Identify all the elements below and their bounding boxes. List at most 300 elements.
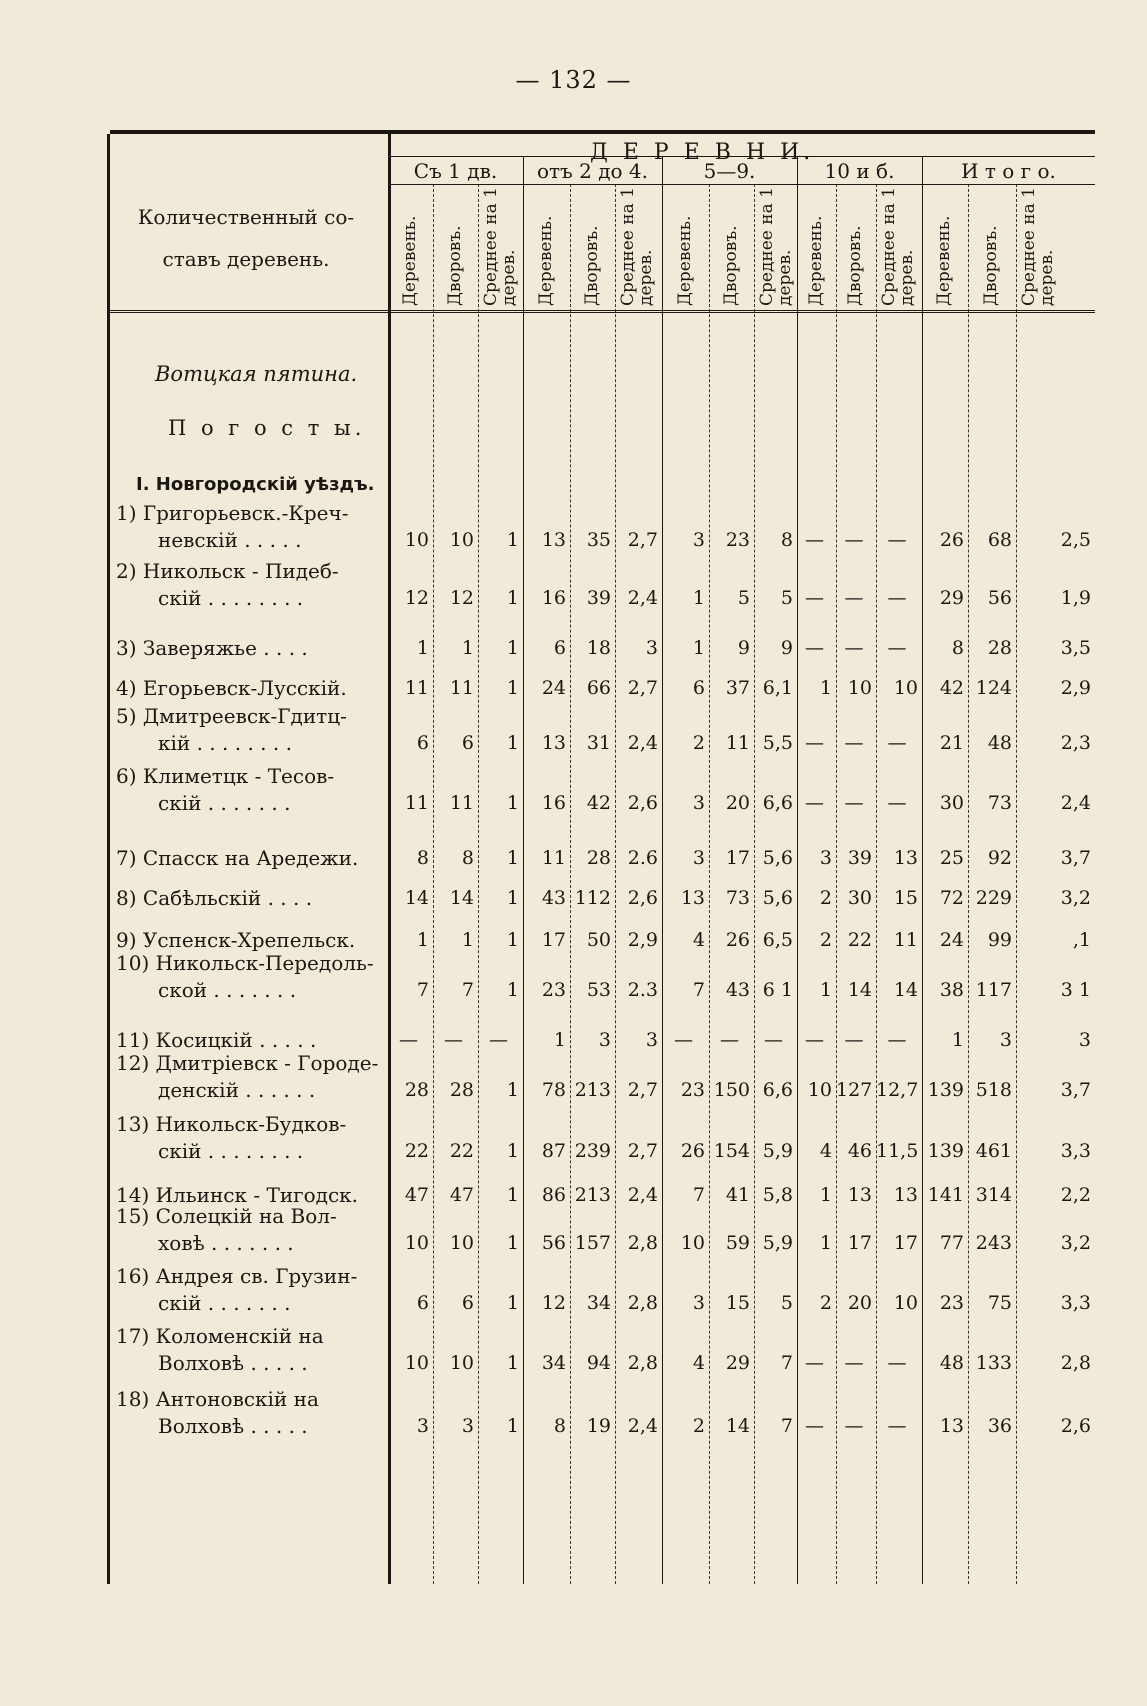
column-rule [968,184,969,1584]
table-cell: 117 [975,979,1012,1001]
table-cell: 1 [506,792,519,814]
header-subcolumn: Дворовъ. [981,225,1001,306]
table-cell: 5,6 [762,847,793,869]
table-cell: 99 [987,929,1012,951]
table-cell: 24 [939,929,964,951]
table-cell: 157 [574,1232,611,1254]
table-cell: 25 [939,847,964,869]
table-cell: 11 [404,677,429,699]
table-cell: 28 [586,847,611,869]
table-row [110,1046,1095,1104]
table-cell: 6 [416,732,429,754]
table-cell: — [805,637,824,659]
table-cell: 3 [692,529,705,551]
table-cell: 3 [819,847,832,869]
table-cell: 5 [780,587,793,609]
table-cell: 16 [541,792,566,814]
table-cell: 2,5 [1060,529,1091,551]
row-name [116,703,384,757]
table-cell: 6 [461,732,474,754]
statistics-table [110,130,1095,1584]
row-name-line2: скій . . . . . . . . [158,586,304,610]
table-cell: 5,5 [762,732,793,754]
header-subcolumn: Среднее на 1 дерев. [481,187,519,306]
table-cell: 229 [975,887,1012,909]
table-cell: 2.3 [627,979,658,1001]
table-cell: 10 [449,1232,474,1254]
table-cell: 1 [416,929,429,951]
table-cell: 48 [987,732,1012,754]
table-cell: 47 [404,1184,429,1206]
header-group: Съ 1 дв. [413,159,498,183]
table-cell: 13 [893,1184,918,1206]
row-name-line2: скій . . . . . . . . [158,1139,304,1163]
table-cell: 34 [586,1292,611,1314]
table-cell: 6,5 [762,929,793,951]
table-cell: 13 [680,887,705,909]
header-subcolumn: Среднее на 1 дерев. [1019,187,1057,306]
table-cell: — [764,1029,783,1051]
row-name [116,1263,384,1317]
table-cell: 12 [404,587,429,609]
table-cell: 3 [1078,1029,1091,1051]
table-cell: 13 [541,529,566,551]
table-cell: 50 [586,929,611,951]
table-cell: 1 [506,1079,519,1101]
table-cell: 2,8 [1060,1352,1091,1374]
table-cell: 133 [975,1352,1012,1374]
table-cell: — [844,732,864,754]
row-name-line1: 14) Ильинск - Тигодск. [116,1183,359,1207]
row-name-line2: скій . . . . . . . [158,791,291,815]
table-cell: — [844,792,864,814]
table-cell: 3,3 [1060,1292,1091,1314]
row-name-line2: кій . . . . . . . . [158,731,292,755]
table-cell: 3 [645,637,658,659]
table-cell: 42 [939,677,964,699]
header-subcolumn: Среднее на 1 дерев. [757,187,795,306]
table-cell: 8 [416,847,429,869]
table-cell: 5,9 [762,1232,793,1254]
table-row [110,1382,1095,1440]
table-cell: 15 [725,1292,750,1314]
table-cell: 37 [725,677,750,699]
table-cell: 3,2 [1060,887,1091,909]
section-uezd: I. Новгородскій уѣздъ. [136,474,375,495]
table-cell: — [844,1415,864,1437]
table-cell: 2,4 [627,732,658,754]
table-cell: 2,4 [1060,792,1091,814]
table-cell: 2,7 [627,1079,658,1101]
table-cell: 68 [987,529,1012,551]
row-name-line1: 6) Климетцк - Тесов- [116,764,335,788]
table-cell: 5,9 [762,1140,793,1162]
table-cell: 2.6 [627,847,658,869]
row-name [116,675,384,702]
table-cell: 1 [461,929,474,951]
table-cell: 3 [598,1029,611,1051]
table-cell: 1 [506,529,519,551]
column-rule [754,184,755,1584]
header-subcolumn: Дворовъ. [845,225,865,306]
table-cell: 2,9 [1060,677,1091,699]
table-cell: 8 [780,529,793,551]
table-cell: — [887,1029,907,1051]
table-cell: 56 [987,587,1012,609]
table-cell: 1 [553,1029,566,1051]
table-cell: 2,6 [627,792,658,814]
table-cell: 77 [939,1232,964,1254]
table-cell: — [805,529,824,551]
table-cell: 1 [506,1184,519,1206]
table-cell: 42 [586,792,611,814]
table-cell: 150 [713,1079,750,1101]
header-subcolumn: Деревень. [805,215,826,306]
header-subcolumn: Дворовъ. [581,225,602,306]
table-cell: 94 [586,1352,611,1374]
table-cell: — [844,587,864,609]
table-cell: — [887,1415,907,1437]
table-cell: 1 [951,1029,964,1051]
table-row [110,1319,1095,1377]
table-cell: 2,6 [627,887,658,909]
table-cell: 13 [939,1415,964,1437]
table-cell: 66 [586,677,611,699]
table-cell: 10 [404,1352,429,1374]
table-cell: 239 [574,1140,611,1162]
row-name-line1: 18) Антоновскій на [116,1387,319,1411]
row-name [116,1050,384,1104]
table-cell: — [805,1352,824,1374]
table-cell: — [887,792,907,814]
column-rule [1016,184,1017,1584]
table-cell: 1 [819,979,832,1001]
table-cell: 4 [692,929,705,951]
table-cell: 3,3 [1060,1140,1091,1162]
table-cell: 23 [725,529,750,551]
table-cell: 28 [987,637,1012,659]
table-cell: — [805,587,824,609]
table-cell: 28 [449,1079,474,1101]
table-cell: — [399,1029,418,1051]
table-cell: 9 [780,637,793,659]
row-name-line2: ской . . . . . . . [158,978,297,1002]
page-number: — 132 — [515,66,632,94]
table-row [110,496,1095,554]
table-cell: 7 [692,1184,705,1206]
table-cell: 7 [780,1352,793,1374]
table-cell: 1 [461,637,474,659]
table-cell: 24 [541,677,566,699]
table-cell: 14 [404,887,429,909]
table-cell: 2 [692,1415,705,1437]
table-cell: — [489,1029,508,1051]
row-name-line1: 4) Егорьевск-Лусскій. [116,676,347,700]
header-row-label [116,196,376,280]
table-cell: 48 [939,1352,964,1374]
table-cell: 1 [506,1352,519,1374]
table-cell: 2,4 [627,1415,658,1437]
table-cell: 26 [939,529,964,551]
table-cell: 139 [927,1079,964,1101]
row-rule [388,156,1095,157]
table-cell: 3,7 [1060,1079,1091,1101]
table-cell: 3,7 [1060,847,1091,869]
column-rule [797,156,798,1584]
column-rule [570,184,571,1584]
table-cell: 5 [780,1292,793,1314]
row-name-line1: 9) Успенск-Хрепельск. [116,928,356,952]
table-cell: — [805,732,824,754]
table-cell: 1 [506,732,519,754]
table-cell: 14 [847,979,872,1001]
table-cell: 3 1 [1060,979,1091,1001]
header-subcolumn: Среднее на 1 дерев. [879,187,917,306]
table-cell: 15 [893,887,918,909]
table-cell: 124 [975,677,1012,699]
table-cell: 6 [692,677,705,699]
table-cell: 2,8 [627,1232,658,1254]
table-cell: 9 [737,637,750,659]
table-row [110,1259,1095,1317]
table-cell: 1 [506,1140,519,1162]
row-name-line2: скій . . . . . . . [158,1291,291,1315]
table-cell: 6 1 [762,979,793,1001]
table-cell: 3 [645,1029,658,1051]
header-subcolumn: Деревень. [399,215,420,306]
table-cell: 6,6 [762,792,793,814]
header-subcolumn: Деревень. [535,215,556,306]
table-cell: — [844,1352,864,1374]
column-rule [922,156,923,1584]
table-cell: 2,2 [1060,1184,1091,1206]
table-cell: 2,6 [1060,1415,1091,1437]
row-name-line1: 12) Дмитріевск - Городе- [116,1051,379,1075]
table-cell: 72 [939,887,964,909]
table-cell: 14 [725,1415,750,1437]
table-cell: 11,5 [876,1140,919,1162]
table-cell: 7 [461,979,474,1001]
table-cell: 2,8 [627,1292,658,1314]
table-cell: 314 [975,1184,1012,1206]
table-cell: 2 [819,1292,832,1314]
row-name-line1: 16) Андрея св. Грузин- [116,1264,358,1288]
table-cell: 1 [819,1184,832,1206]
column-rule [523,156,524,1584]
table-cell: 86 [541,1184,566,1206]
table-cell: 213 [574,1184,611,1206]
table-cell: 10 [893,677,918,699]
row-name [116,1386,384,1440]
table-cell: 6,1 [762,677,793,699]
row-name-line1: 2) Никольск - Пидеб- [116,559,339,583]
table-cell: 46 [847,1140,872,1162]
table-cell: 39 [847,847,872,869]
table-cell: 21 [939,732,964,754]
table-cell: 2 [819,887,832,909]
table-cell: 7 [416,979,429,1001]
table-cell: 1 [506,847,519,869]
table-cell: 3 [692,792,705,814]
table-cell: 14 [893,979,918,1001]
table-cell: — [720,1029,739,1051]
table-cell: 2,4 [627,587,658,609]
table-row [110,644,1095,702]
table-cell: 11 [449,677,474,699]
table-cell: 461 [975,1140,1012,1162]
table-cell: 8 [951,637,964,659]
table-cell: 154 [713,1140,750,1162]
table-cell: 1 [506,979,519,1001]
table-cell: 1 [506,1232,519,1254]
table-cell: 30 [939,792,964,814]
table-cell: 10 [680,1232,705,1254]
table-cell: 2,4 [627,1184,658,1206]
table-cell: 1 [692,587,705,609]
table-cell: — [805,792,824,814]
table-cell: 1,9 [1060,587,1091,609]
table-cell: 3 [692,1292,705,1314]
row-name-line2: Волховѣ . . . . . [158,1414,308,1438]
row-name [116,763,384,817]
table-cell: 17 [725,847,750,869]
table-cell: 41 [725,1184,750,1206]
table-cell: 18 [586,637,611,659]
table-cell: 11 [404,792,429,814]
table-cell: 2,7 [627,529,658,551]
header-subcolumn: Дворовъ. [444,225,465,306]
row-name-line2: денскій . . . . . . [158,1078,316,1102]
table-cell: 10 [893,1292,918,1314]
table-cell: 2,9 [627,929,658,951]
table-cell: 518 [975,1079,1012,1101]
row-name-line1: 7) Спасск на Аредежи. [116,846,359,870]
table-cell: 2,7 [627,677,658,699]
row-rule [110,310,1095,313]
row-name [116,1323,384,1377]
table-cell: 43 [725,979,750,1001]
table-cell: 5,6 [762,887,793,909]
table-cell: 29 [725,1352,750,1374]
table-cell: 141 [927,1184,964,1206]
header-subcolumn: Деревень. [674,215,695,306]
table-cell: 43 [541,887,566,909]
row-name-line1: 8) Сабѣльскій . . . . [116,886,313,910]
table-cell: 14 [449,887,474,909]
row-name-line1: 1) Григорьевск.-Креч- [116,501,349,525]
table-cell: 28 [404,1079,429,1101]
table-cell: 112 [574,887,611,909]
table-cell: 23 [541,979,566,1001]
table-cell: 31 [586,732,611,754]
row-name-line2: Волховѣ . . . . . [158,1351,308,1375]
row-name-line1: 11) Косицкій . . . . . [116,1028,317,1052]
table-cell: 10 [449,529,474,551]
table-row [110,759,1095,817]
table-cell: 3 [692,847,705,869]
table-cell: 3,5 [1060,637,1091,659]
table-cell: — [844,1029,864,1051]
table-cell: 8 [461,847,474,869]
table-cell: 10 [807,1079,832,1101]
table-cell: 13 [541,732,566,754]
table-cell: 39 [586,587,611,609]
table-cell: 7 [692,979,705,1001]
table-cell: 3,2 [1060,1232,1091,1254]
table-cell: 139 [927,1140,964,1162]
table-cell: — [887,637,907,659]
table-cell: 17 [847,1232,872,1254]
table-cell: 10 [404,529,429,551]
table-cell: 23 [939,1292,964,1314]
table-cell: 12 [541,1292,566,1314]
table-cell: 5 [737,587,750,609]
table-cell: — [444,1029,463,1051]
row-name-line2: невскій . . . . . [158,528,302,552]
table-cell: 1 [506,587,519,609]
table-cell: 17 [541,929,566,951]
table-cell: — [887,587,907,609]
row-name-line1: 5) Дмитреевск-Гдитц- [116,704,347,728]
table-cell: 1 [506,929,519,951]
table-cell: 2,8 [627,1352,658,1374]
column-rule [662,156,663,1584]
row-rule [388,184,1095,185]
table-cell: 30 [847,887,872,909]
header-group: 5—9. [703,159,756,183]
table-cell: — [805,1415,824,1437]
table-cell: 75 [987,1292,1012,1314]
table-cell: 6,6 [762,1079,793,1101]
table-cell: 12,7 [876,1079,919,1101]
table-cell: 26 [725,929,750,951]
row-name [116,1203,384,1257]
table-cell: 10 [847,677,872,699]
header-group: отъ 2 до 4. [536,159,649,183]
column-rule [876,184,877,1584]
row-name-line1: 10) Никольск-Передоль- [116,951,374,975]
row-name-line1: 15) Солецкій на Вол- [116,1204,337,1228]
column-rule [709,184,710,1584]
table-cell: 26 [680,1140,705,1162]
table-cell: — [674,1029,693,1051]
header-row-label-line1: Количественный со- [137,205,355,229]
table-row [110,699,1095,757]
table-cell: 56 [541,1232,566,1254]
table-cell: 22 [404,1140,429,1162]
table-cell: 22 [847,929,872,951]
table-cell: 47 [449,1184,474,1206]
table-cell: 1 [506,1292,519,1314]
table-cell: 1 [692,637,705,659]
table-cell: 22 [449,1140,474,1162]
table-cell: 53 [586,979,611,1001]
table-cell: 17 [893,1232,918,1254]
table-cell: 127 [836,1079,873,1101]
table-cell: 13 [893,847,918,869]
table-cell: 6 [461,1292,474,1314]
column-rule [615,184,616,1584]
header-top-group: Д Е Р Е В Н И. [590,140,815,165]
table-cell: 11 [725,732,750,754]
header-subcolumn: Дворовъ. [720,225,741,306]
column-rule [478,184,479,1584]
table-cell: 7 [780,1415,793,1437]
table-cell: 6 [553,637,566,659]
table-cell: — [805,1029,824,1051]
table-cell: — [844,529,864,551]
row-name [116,500,384,554]
